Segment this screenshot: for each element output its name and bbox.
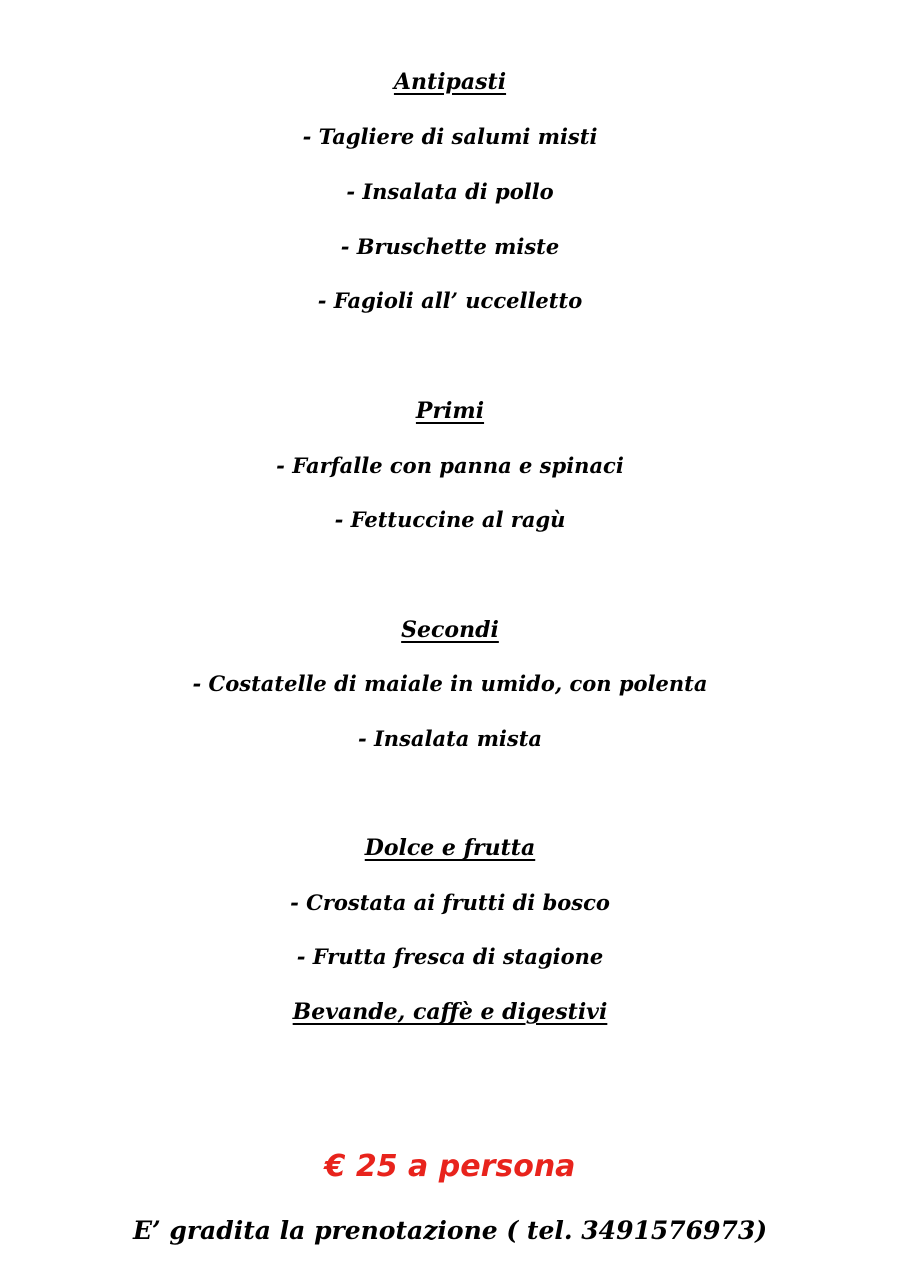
section-heading-bevande: Bevande, caffè e digestivi [292, 999, 608, 1025]
section-heading-primi: Primi [415, 398, 485, 424]
menu-item-insalata-pollo: - Insalata di pollo [346, 179, 554, 204]
menu-item-insalata-mista: - Insalata mista [357, 726, 543, 751]
price-per-person: € 25 a persona [324, 1149, 576, 1184]
section-heading-dolce: Dolce e frutta [364, 835, 536, 861]
menu-item-fagioli: - Fagioli all’ uccelletto [317, 288, 583, 313]
menu-item-bruschette: - Bruschette miste [340, 234, 560, 259]
menu-item-tagliere: - Tagliere di salumi misti [302, 124, 598, 149]
menu-item-crostata: - Crostata ai frutti di bosco [290, 890, 610, 915]
reservation-note: E’ gradita la prenotazione ( tel. 3491576973) [132, 1216, 768, 1245]
menu-item-costatelle: - Costatelle di maiale in umido, con polenta [192, 671, 708, 696]
menu-item-fettuccine: - Fettuccine al ragù [334, 507, 566, 532]
section-heading-antipasti: Antipasti [393, 69, 507, 95]
menu-item-frutta: - Frutta fresca di stagione [296, 944, 604, 969]
menu-item-farfalle: - Farfalle con panna e spinaci [276, 453, 624, 478]
section-heading-secondi: Secondi [401, 617, 499, 643]
